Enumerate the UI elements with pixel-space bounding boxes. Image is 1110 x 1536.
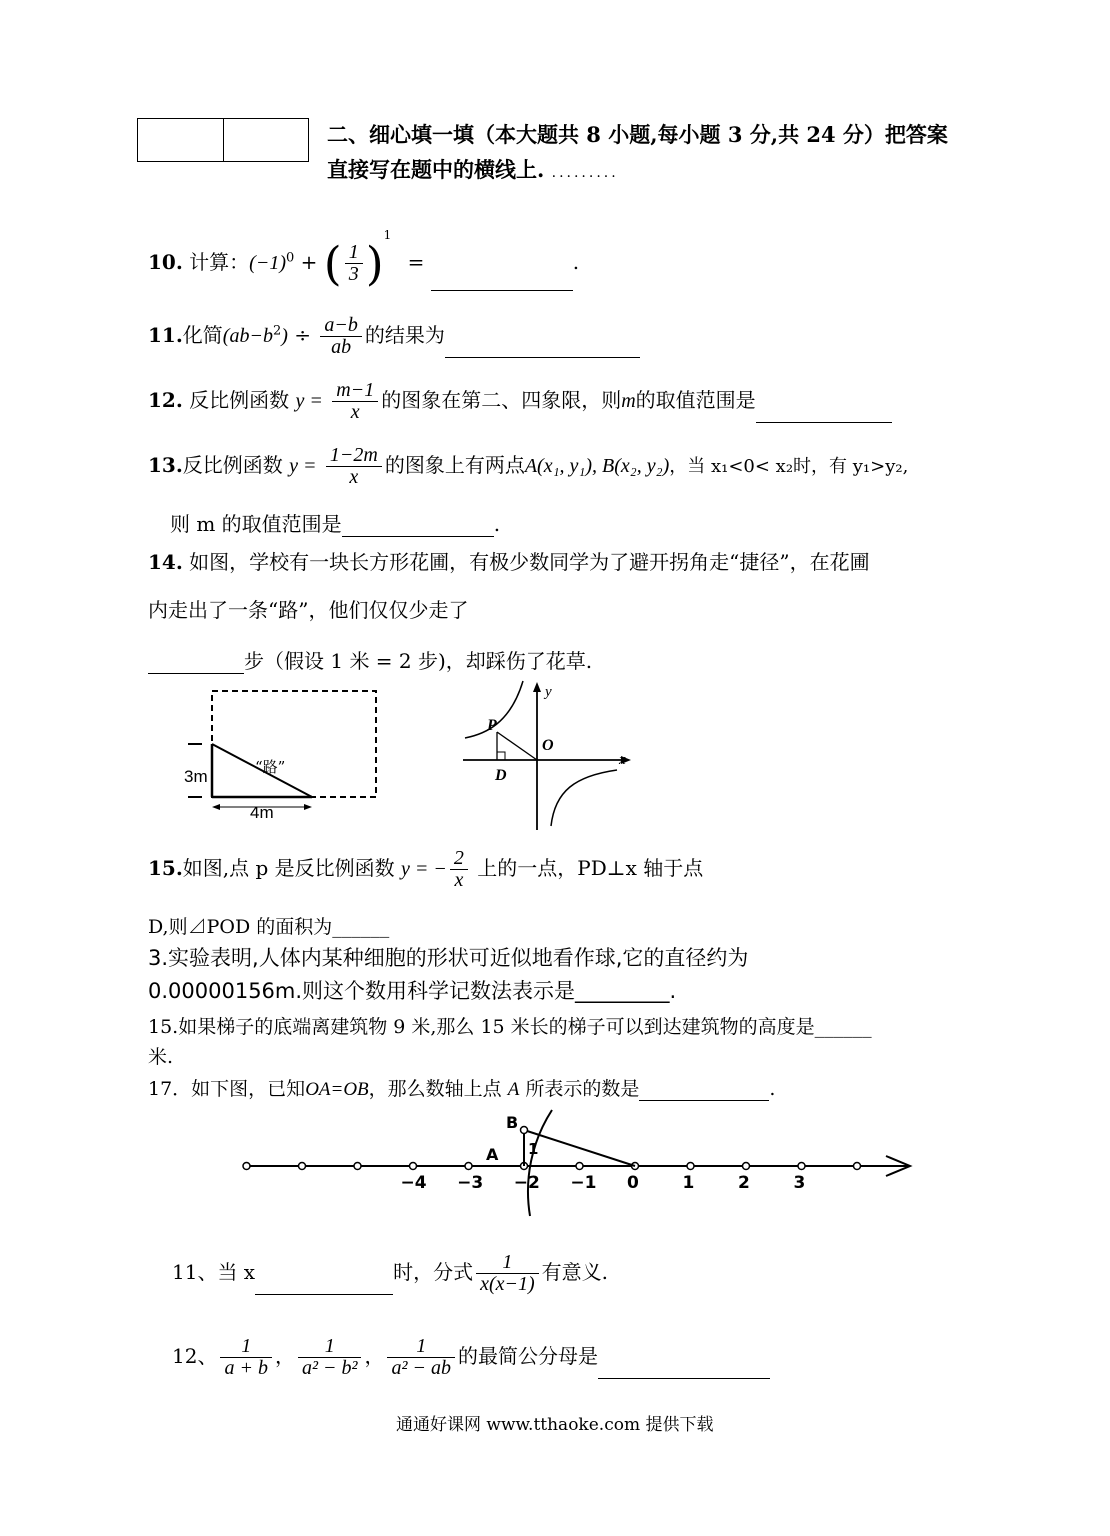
q11-fraction <box>320 315 362 358</box>
label-road: “路” <box>255 758 286 776</box>
q13-fraction <box>326 445 382 488</box>
q3-line1: 3.实验表明,人体内某种细胞的形状可近似地看作球,它的直径约为 <box>148 946 749 970</box>
label-P: P <box>487 717 497 734</box>
q12b-fraction-3 <box>387 1336 455 1379</box>
q12b-answer-blank[interactable] <box>598 1378 770 1379</box>
q12b-f1-num: 1 <box>220 1336 272 1358</box>
q17-end: . <box>769 1078 776 1100</box>
q15a-prefix: 如图,点 p 是反比例函数 <box>182 856 395 880</box>
q13-condition: ，当 x₁<0< x₂时，有 y₁>y₂, <box>669 456 909 477</box>
q12b-number: 12、 <box>172 1344 218 1368</box>
tick-label: 3 <box>793 1173 806 1193</box>
q10-answer-blank[interactable] <box>431 290 573 291</box>
q13-line2: 则 m 的取值范围是 <box>170 512 342 536</box>
question-14 <box>148 546 870 575</box>
section-title-line1: 二、细心填一填（本大题共 8 小题,每小题 3 分,共 24 分）把答案 <box>327 122 948 147</box>
q10-equals: = <box>407 250 425 274</box>
q17-mid: ，那么数轴上点 <box>368 1078 502 1100</box>
q11-expr-close: ) <box>281 325 288 347</box>
q11b-frac-num: 1 <box>476 1252 539 1274</box>
score-cell-left <box>138 119 223 161</box>
q11b-answer-blank[interactable] <box>255 1294 393 1295</box>
label-4m: 4m <box>250 803 274 822</box>
number-line-point <box>798 1163 805 1170</box>
q17-condition: OA=OB <box>305 1079 369 1100</box>
q12-answer-blank[interactable] <box>756 422 892 423</box>
q10-plus: + <box>300 250 318 274</box>
q11-expr: (ab−b <box>222 325 273 347</box>
q17-a: A <box>507 1079 520 1100</box>
q11-suffix: 的结果为 <box>364 323 445 347</box>
q13-mid: 的图象上有两点 <box>384 453 525 477</box>
q3-line2: 0.00000156m.则这个数用科学记数法表示是_________. <box>148 979 677 1003</box>
q12b-suffix: 的最简公分母是 <box>457 1344 598 1368</box>
q11-frac-num: a−b <box>320 315 362 337</box>
q12-suffix-b: 的取值范围是 <box>635 388 756 412</box>
label-y: y <box>545 684 552 700</box>
tick-label: −1 <box>570 1173 597 1193</box>
q13-prefix: 反比例函数 <box>182 453 283 477</box>
q11b-fraction <box>476 1252 539 1295</box>
q10-end: . <box>572 250 580 274</box>
q10-exponent: 1 <box>383 228 392 242</box>
label-3m: 3m <box>184 767 208 786</box>
question-13 <box>148 445 908 488</box>
q11b-frac-den: x(x−1) <box>480 1273 535 1295</box>
q13-answer-blank[interactable] <box>342 536 494 537</box>
footer-source: 通通好课网 www.tthaoke.com 提供下载 <box>396 1415 714 1435</box>
q14-line1: 如图，学校有一块长方形花圃，有极少数同学为了避开拐角走“捷径”，在花圃 <box>189 550 870 574</box>
label-x: x <box>619 752 626 768</box>
label-D: D <box>495 767 507 784</box>
q10-exp0: 0 <box>285 250 295 266</box>
numberline-figure <box>240 1108 920 1220</box>
q12b-f3-num: 1 <box>387 1336 455 1358</box>
number-line-point <box>576 1163 583 1170</box>
q10-frac-num: 1 <box>345 242 363 264</box>
number-line-point <box>743 1163 750 1170</box>
score-cell-right <box>223 119 309 161</box>
number-line-point <box>410 1163 417 1170</box>
q14-line3-wrap <box>148 645 592 674</box>
question-11b <box>172 1252 608 1295</box>
q17-answer-blank[interactable] <box>639 1100 769 1101</box>
q13-end: . <box>493 512 501 536</box>
q14-number: 14. <box>148 550 183 574</box>
question-12b <box>172 1336 770 1379</box>
y-axis-arrow <box>533 682 541 692</box>
q12-fraction <box>332 380 378 423</box>
q12-m: m <box>621 390 636 412</box>
q10-prefix: 计算： <box>189 250 250 274</box>
q10-frac-den: 3 <box>348 263 359 285</box>
label-A: A <box>486 1145 499 1164</box>
q13-number: 13. <box>148 453 183 477</box>
q10-fraction <box>345 242 363 285</box>
q11-prefix: 化简 <box>182 323 223 347</box>
section-title-line2 <box>327 153 948 188</box>
q15a-number: 15. <box>148 856 183 880</box>
q11-exp: 2 <box>272 323 282 339</box>
q12-prefix: 反比例函数 <box>189 388 290 412</box>
q15a-frac-den: x <box>454 869 464 891</box>
q12-number: 12. <box>148 388 183 412</box>
q14-answer-blank[interactable] <box>148 673 244 674</box>
q15b-line2: 米. <box>148 1046 174 1068</box>
q10-expr-left: (−1) <box>249 252 286 274</box>
label-O: O <box>542 737 554 754</box>
q15b-line1: 15.如果梯子的底端离建筑物 9 米,那么 15 米长的梯子可以到达建筑物的高度是______ <box>148 1016 872 1038</box>
q12b-fraction-1 <box>220 1336 272 1379</box>
question-11 <box>148 315 640 358</box>
question-15a <box>148 848 703 891</box>
q11-answer-blank[interactable] <box>445 357 640 358</box>
segment-OB <box>524 1130 635 1166</box>
question-10 <box>148 228 579 291</box>
q13-y-eq: y = <box>289 455 317 477</box>
q15a-fraction <box>450 848 468 891</box>
number-line-point <box>354 1163 361 1170</box>
hyperbola-branch-right <box>551 770 617 826</box>
compass-arc <box>528 1110 552 1216</box>
number-line-point <box>687 1163 694 1170</box>
section-title-line2-text: 直接写在题中的横线上. <box>327 156 545 182</box>
hyperbola-figure <box>455 676 645 836</box>
tick-label: −4 <box>400 1173 427 1193</box>
q11b-mid: 时，分式 <box>393 1260 474 1284</box>
question-12 <box>148 380 892 423</box>
q10-paren-close: ) <box>365 236 384 291</box>
q13-frac-num: 1−2m <box>326 445 382 467</box>
tick-label: 0 <box>627 1173 639 1193</box>
q15a-line2: D,则⊿POD 的面积为______ <box>148 916 390 938</box>
q14-line3: 步（假设 1 米 = 2 步)，却踩伤了花草. <box>244 649 593 673</box>
right-angle-mark <box>497 752 505 760</box>
q17-suffix: 所表示的数是 <box>525 1078 640 1100</box>
dim-arrow-left <box>212 804 220 810</box>
number-line-tick-labels <box>401 1173 806 1193</box>
segment-PO <box>497 732 537 760</box>
q12-frac-num: m−1 <box>332 380 378 402</box>
q13-frac-den: x <box>349 466 359 488</box>
question-13-line2 <box>170 508 500 537</box>
q11b-suffix: 有意义. <box>541 1260 609 1284</box>
q11-number: 11. <box>148 323 183 347</box>
q12b-f1-den: a + b <box>224 1357 268 1379</box>
tick-label: −3 <box>457 1173 484 1193</box>
tick-label: 2 <box>738 1173 750 1193</box>
q11-frac-den: ab <box>331 336 352 358</box>
number-line-point <box>243 1163 250 1170</box>
dots: ......... <box>551 164 619 181</box>
q12-suffix-a: 的图象在第二、四象限，则 <box>381 388 622 412</box>
q12-frac-den: x <box>350 401 360 423</box>
q12b-f2-den: a² − b² <box>301 1357 358 1379</box>
q10-number: 10. <box>148 250 183 274</box>
number-line-point <box>854 1163 861 1170</box>
q14-line2: 内走出了一条“路”，他们仅仅少走了 <box>148 598 469 622</box>
q12b-f2-num: 1 <box>298 1336 362 1358</box>
q15a-y-eq: y = − <box>401 858 447 880</box>
section-header <box>327 118 948 187</box>
question-17 <box>148 1074 775 1101</box>
q12-y-eq: y = <box>295 390 323 412</box>
q11-divide: ÷ <box>294 323 312 347</box>
q12b-fraction-2 <box>298 1336 362 1379</box>
q12b-f3-den: a² − ab <box>391 1357 451 1379</box>
q11b-number: 11、当 x <box>172 1260 256 1284</box>
point-B <box>521 1127 528 1134</box>
q15a-suffix: 上的一点，PD⊥x 轴于点 <box>477 856 704 880</box>
q12b-sep-2: ， <box>364 1344 385 1368</box>
dim-arrow-right <box>304 804 312 810</box>
q12b-sep-1: ， <box>274 1344 295 1368</box>
q17-prefix: 17．如下图，已知 <box>148 1078 306 1100</box>
garden-rect <box>212 691 376 797</box>
q10-paren-open: ( <box>323 236 342 291</box>
number-line-point <box>299 1163 306 1170</box>
q13-points: A(x₁, y₁), B(x₂, y₂) <box>524 455 670 477</box>
q15a-frac-num: 2 <box>450 848 468 870</box>
tick-label: 1 <box>682 1173 695 1193</box>
garden-figure <box>140 686 400 836</box>
label-B: B <box>506 1113 519 1132</box>
score-box <box>137 118 309 162</box>
tick-label: −2 <box>513 1173 540 1193</box>
label-height-1: 1 <box>528 1140 539 1158</box>
number-line-point <box>465 1163 472 1170</box>
